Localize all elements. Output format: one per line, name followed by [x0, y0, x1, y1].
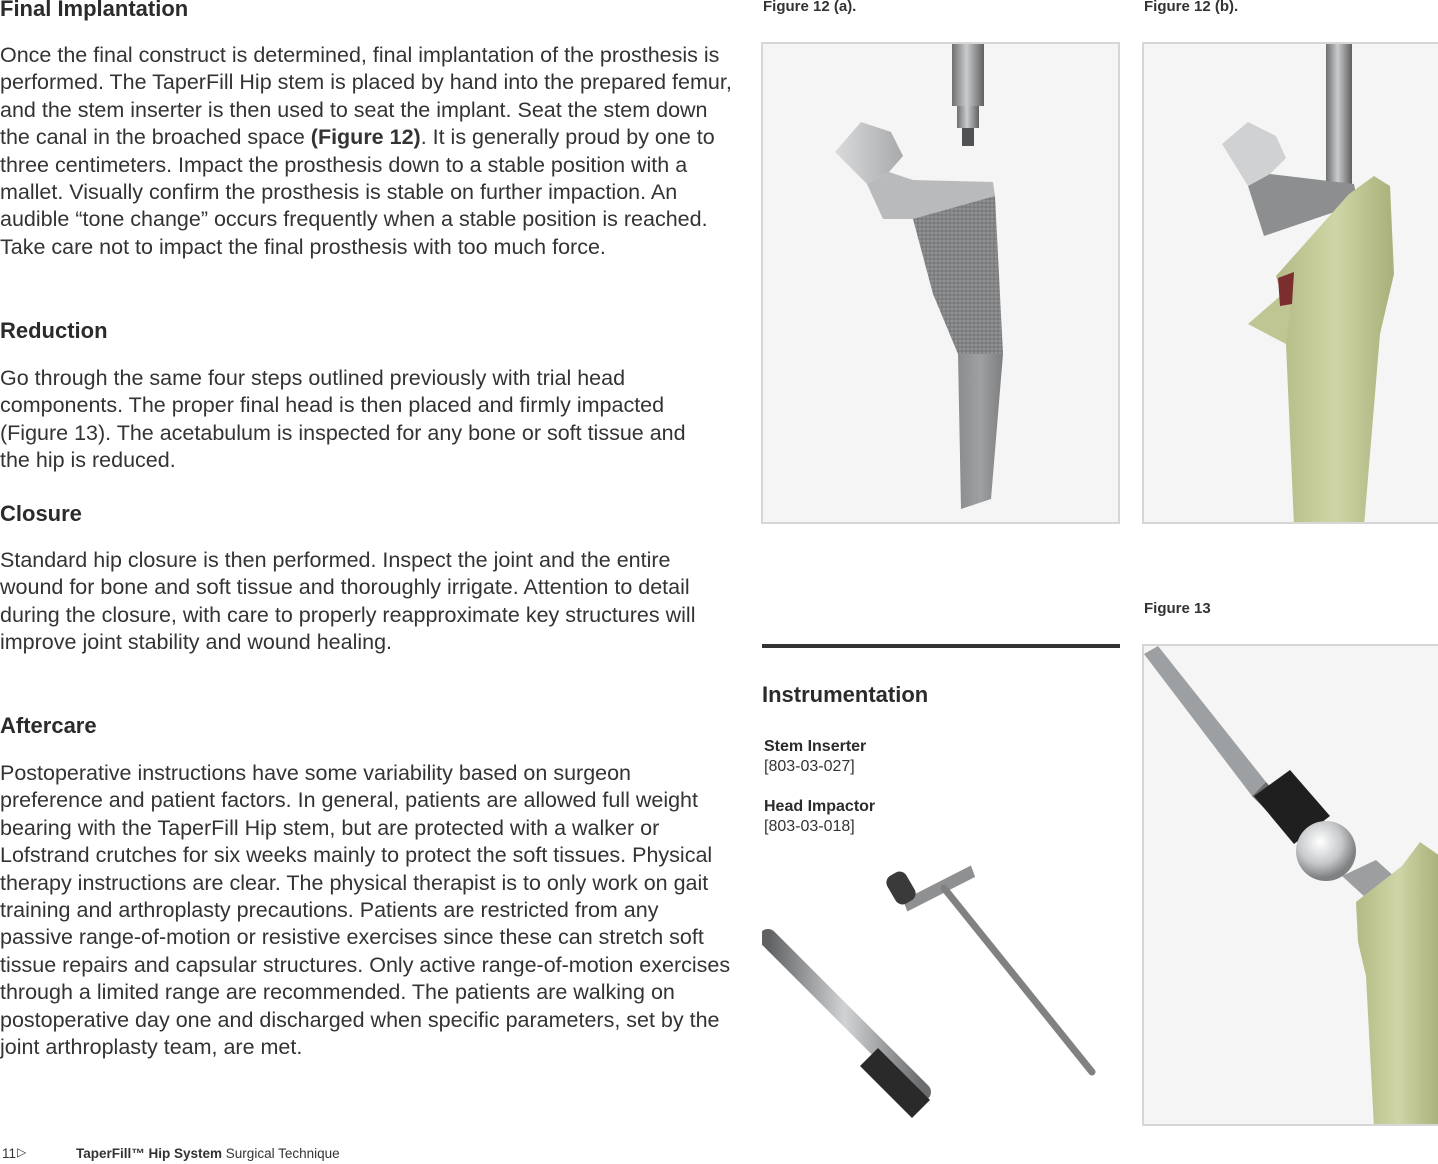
footer-brand	[76, 1146, 340, 1161]
heading-reduction: Reduction	[0, 318, 108, 343]
figure-12b-label: Figure 12 (b).	[1144, 0, 1239, 15]
aftercare-paragraph: Postoperative instructions have some variability based on surgeon preference and patient factors. In general, patients are allowed full weight bearing with the TaperFill Hip stem, but are protected with a walker or Lofstrand crutches for six weeks mainly to protect the soft tissues. Physical therapy instructions are clear. The physical therapist is to only work on gait training and arthroplasty precautions. Patients are restricted from any passive range-of-motion or resistive exercises since these can stretch soft tissue repairs and capsular structures. Only active range-of-motion exercises through a limited range are recommended. The patients are walking on postoperative day one and discharged when specific parameters, set by the joint arthroplasty team, are met.	[0, 761, 731, 1060]
final-text-part2: . It is generally proud by one to three centimeters. Impact the prosthesis down to a stable position with a mallet. Visually confirm the prosthesis is stable on further impaction. An audible “tone change” occurs frequently when a stable position is reached. Take care not to impact the final prosthesis with too much force.	[0, 125, 715, 259]
instruments-image	[762, 840, 1120, 1140]
head-impactor-code: [803-03-018]	[764, 818, 855, 835]
stem-inserter-code: [803-03-027]	[764, 758, 855, 775]
figure-12b-image	[1142, 42, 1438, 524]
instrumentation-divider	[762, 644, 1120, 648]
instruments-illustration	[762, 840, 1120, 1140]
page-arrow-icon: ▷	[17, 1145, 27, 1159]
figure-12-reference: (Figure 12)	[310, 125, 421, 150]
footer-brand-name: TaperFill™ Hip System	[76, 1146, 223, 1161]
head-impactor-name: Head Impactor	[764, 798, 876, 815]
page-number: 11	[2, 1146, 17, 1161]
figure-13-image	[1142, 644, 1438, 1126]
reduction-paragraph: Go through the same four steps outlined previously with trial head components. The proper final head is then placed and firmly impacted (Figure 13). The acetabulum is inspected for any bone or soft tissue and the hip is reduced.	[0, 366, 686, 473]
figure-12a-label: Figure 12 (a).	[763, 0, 857, 15]
final-implantation-paragraph	[0, 42, 732, 261]
heading-aftercare: Aftercare	[0, 713, 97, 738]
figure-13-label: Figure 13	[1144, 600, 1211, 617]
closure-paragraph: Standard hip closure is then performed. Inspect the joint and the entire wound for bone and soft tissue and thoroughly irrigate. Attention to detail during the closure, with care to properly reapproximate key structures will improve joint stability and wound healing.	[0, 548, 696, 655]
heading-closure: Closure	[0, 501, 82, 526]
head-impaction-illustration	[1144, 646, 1438, 1126]
femur-with-stem-illustration	[1144, 44, 1438, 524]
final-text-part1: Once the final construct is determined, final implantation of the prosthesis is performed. The TaperFill Hip stem is placed by hand into the prepared femur, and the stem inserter is then used to seat the implant. Seat the stem down the canal in the broached space	[0, 43, 732, 150]
stem-implant-illustration	[763, 44, 1120, 524]
heading-instrumentation: Instrumentation	[762, 682, 929, 707]
stem-inserter-name: Stem Inserter	[764, 738, 867, 755]
footer-subtitle: Surgical Technique	[222, 1146, 340, 1161]
heading-final-implantation: Final Implantation	[0, 0, 189, 21]
figure-12a-image	[761, 42, 1120, 524]
